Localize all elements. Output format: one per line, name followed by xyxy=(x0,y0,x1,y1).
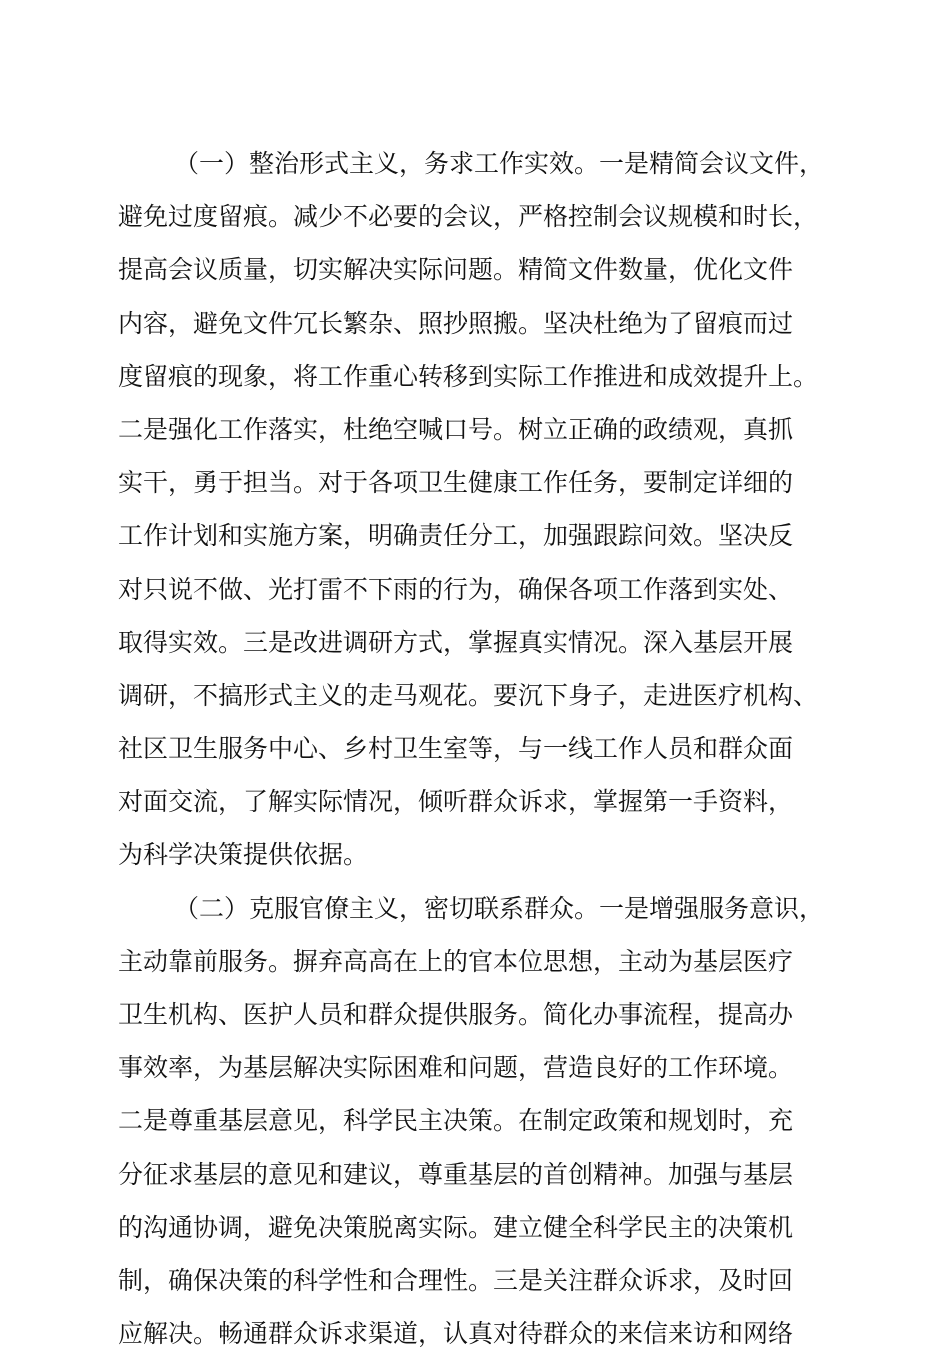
paragraph-line: 度留痕的现象，将工作重心转移到实际工作推进和成效提升上。 xyxy=(118,361,819,391)
paragraph-line: 的沟通协调，避免决策脱离实际。建立健全科学民主的决策机 xyxy=(118,1212,794,1242)
paragraph-line: 取得实效。三是改进调研方式，掌握真实情况。深入基层开展 xyxy=(118,627,794,657)
paragraph-line: 提高会议质量，切实解决实际问题。精简文件数量，优化文件 xyxy=(118,255,794,285)
document-body xyxy=(118,137,843,1360)
paragraph-1 xyxy=(118,137,843,882)
paragraph-line: 内容，避免文件冗长繁杂、照抄照搬。坚决杜绝为了留痕而过 xyxy=(118,308,794,338)
paragraph-line: 为科学决策提供依据。 xyxy=(118,840,369,870)
paragraph-line: 避免过度留痕。减少不必要的会议，严格控制会议规模和时长， xyxy=(118,202,819,232)
paragraph-line: 调研，不搞形式主义的走马观花。要沉下身子，走进医疗机构、 xyxy=(118,680,819,710)
paragraph-line: 二是强化工作落实，杜绝空喊口号。树立正确的政绩观，真抓 xyxy=(118,414,794,444)
paragraph-line: 主动靠前服务。摒弃高高在上的官本位思想，主动为基层医疗 xyxy=(118,946,794,976)
paragraph-line: 对只说不做、光打雷不下雨的行为，确保各项工作落到实处、 xyxy=(118,574,794,604)
paragraph-line: 制，确保决策的科学性和合理性。三是关注群众诉求，及时回 xyxy=(118,1265,794,1295)
paragraph-line: 事效率，为基层解决实际困难和问题，营造良好的工作环境。 xyxy=(118,1053,794,1083)
paragraph-line: 对面交流，了解实际情况，倾听群众诉求，掌握第一手资料， xyxy=(118,787,794,817)
paragraph-line: （一）整治形式主义，务求工作实效。一是精简会议文件， xyxy=(174,149,825,178)
paragraph-2 xyxy=(118,882,843,1360)
paragraph-line: 工作计划和实施方案，明确责任分工，加强跟踪问效。坚决反 xyxy=(118,521,794,551)
paragraph-line: 二是尊重基层意见，科学民主决策。在制定政策和规划时，充 xyxy=(118,1106,794,1136)
paragraph-line: （二）克服官僚主义，密切联系群众。一是增强服务意识， xyxy=(174,893,825,923)
paragraph-line: 卫生机构、医护人员和群众提供服务。简化办事流程，提高办 xyxy=(118,1000,794,1029)
paragraph-line: 应解决。畅通群众诉求渠道，认真对待群众的来信来访和网络 xyxy=(118,1319,794,1349)
paragraph-line: 分征求基层的意见和建议，尊重基层的首创精神。加强与基层 xyxy=(118,1159,794,1189)
paragraph-line: 社区卫生服务中心、乡村卫生室等，与一线工作人员和群众面 xyxy=(118,734,794,764)
paragraph-line: 实干，勇于担当。对于各项卫生健康工作任务，要制定详细的 xyxy=(118,468,794,498)
